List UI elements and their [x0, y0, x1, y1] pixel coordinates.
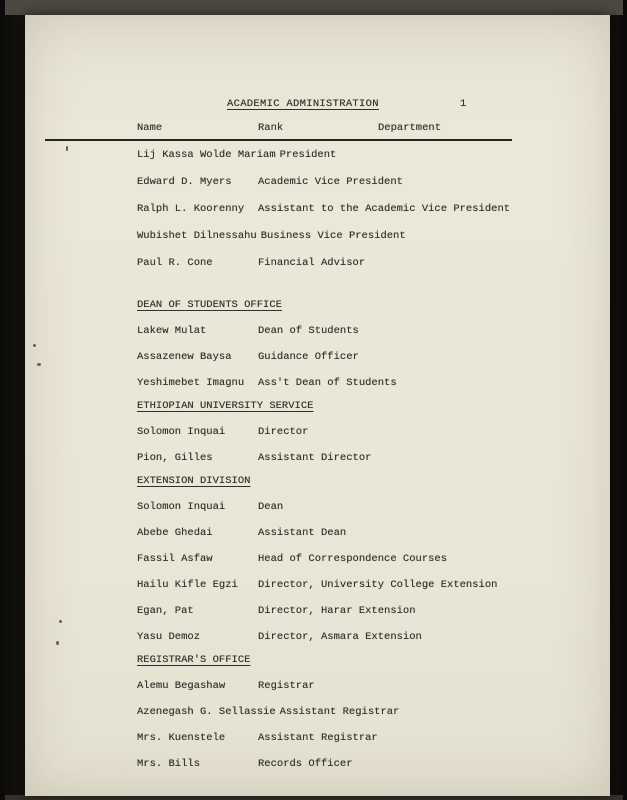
- person-rank: Assistant Dean: [258, 527, 347, 539]
- person-rank: Financial Advisor: [258, 256, 366, 269]
- ink-speck: [59, 620, 62, 623]
- person-name: Lij Kassa Wolde Mariam: [137, 148, 276, 161]
- person-rank: Business Vice President: [260, 229, 406, 242]
- person-name: Assazenew Baysa: [137, 351, 232, 363]
- column-headers: [25, 121, 610, 139]
- person-rank: Assistant Registrar: [258, 732, 378, 744]
- page-number: 1: [460, 98, 467, 110]
- person-rank: Dean of Students: [258, 325, 359, 337]
- person-rank: Registrar: [258, 680, 315, 692]
- table-row: [25, 725, 610, 751]
- table-row: [25, 195, 610, 222]
- table-row: [25, 344, 610, 370]
- person-rank: Director, University College Extension: [258, 579, 498, 591]
- person-name: Pion, Gilles: [137, 452, 213, 464]
- person-rank: Assistant Registrar: [279, 706, 400, 718]
- person-rank: Director, Harar Extension: [258, 605, 416, 617]
- table-row: [25, 673, 610, 699]
- section-dean-of-students-office: [25, 292, 610, 396]
- ink-speck: [66, 146, 68, 151]
- table-row: [25, 520, 610, 546]
- document-page: [25, 15, 610, 796]
- person-name: Egan, Pat: [137, 605, 194, 617]
- person-name: Yasu Demoz: [137, 631, 201, 643]
- person-rank: Dean: [258, 501, 284, 513]
- person-rank: Director, Asmara Extension: [258, 631, 422, 643]
- column-header-department: Department: [378, 122, 442, 134]
- table-row: [25, 572, 610, 598]
- person-name: Yeshimebet Imagnu: [137, 377, 245, 389]
- person-name: Abebe Ghedai: [137, 527, 213, 539]
- ink-speck: [37, 363, 41, 366]
- section-registrars-office: [25, 647, 610, 777]
- person-rank: Guidance Officer: [258, 351, 359, 363]
- table-row: [25, 168, 610, 195]
- title-row: [25, 93, 610, 119]
- table-row: [25, 699, 610, 725]
- person-name: Wubishet Dilnessahu: [137, 229, 257, 242]
- table-row: [25, 318, 610, 344]
- ink-speck: [33, 344, 36, 347]
- person-name: Ralph L. Koorenny: [137, 202, 245, 215]
- table-row: [25, 598, 610, 624]
- person-name: Alemu Begashaw: [137, 680, 226, 692]
- section-heading-registrars-office: REGISTRAR'S OFFICE: [137, 654, 251, 666]
- person-rank: Head of Correspondence Courses: [258, 553, 448, 565]
- page-title: ACADEMIC ADMINISTRATION: [227, 98, 379, 110]
- person-rank: Director: [258, 426, 309, 438]
- ink-speck: [56, 641, 59, 645]
- person-rank: Records Officer: [258, 758, 353, 770]
- page-content: [25, 15, 610, 777]
- table-row: [25, 249, 610, 276]
- person-name: Mrs. Kuenstele: [137, 732, 226, 744]
- table-row: [25, 751, 610, 777]
- person-name: Hailu Kifle Egzi: [137, 579, 238, 591]
- person-rank: Ass't Dean of Students: [258, 377, 397, 389]
- section-heading-ethiopian-university-service: ETHIOPIAN UNIVERSITY SERVICE: [137, 400, 314, 412]
- section-heading-dean-of-students-office: DEAN OF STUDENTS OFFICE: [137, 299, 282, 311]
- person-rank: Academic Vice President: [258, 175, 403, 188]
- table-row: [25, 419, 610, 445]
- column-header-rank: Rank: [258, 122, 284, 134]
- person-rank: Assistant Director: [258, 452, 372, 464]
- table-row: [25, 546, 610, 572]
- table-row: [25, 141, 610, 168]
- person-name: Edward D. Myers: [137, 175, 232, 188]
- section-heading-extension-division: EXTENSION DIVISION: [137, 475, 251, 487]
- person-name: Solomon Inquai: [137, 426, 226, 438]
- scan-top-band: [5, 0, 623, 15]
- column-header-name: Name: [137, 122, 163, 134]
- person-name: Fassil Asfaw: [137, 553, 213, 565]
- person-rank: President: [279, 148, 337, 161]
- person-rank: Assistant to the Academic Vice President: [258, 202, 511, 215]
- person-name: Lakew Mulat: [137, 325, 207, 337]
- person-name: Paul R. Cone: [137, 256, 213, 269]
- person-name: Mrs. Bills: [137, 758, 201, 770]
- section-ethiopian-university-service: [25, 393, 610, 471]
- section-extension-division: [25, 468, 610, 650]
- table-row: [25, 222, 610, 249]
- section-academic-administration: [25, 141, 610, 276]
- person-name: Azenegash G. Sellassie: [137, 706, 276, 718]
- table-row: [25, 494, 610, 520]
- person-name: Solomon Inquai: [137, 501, 226, 513]
